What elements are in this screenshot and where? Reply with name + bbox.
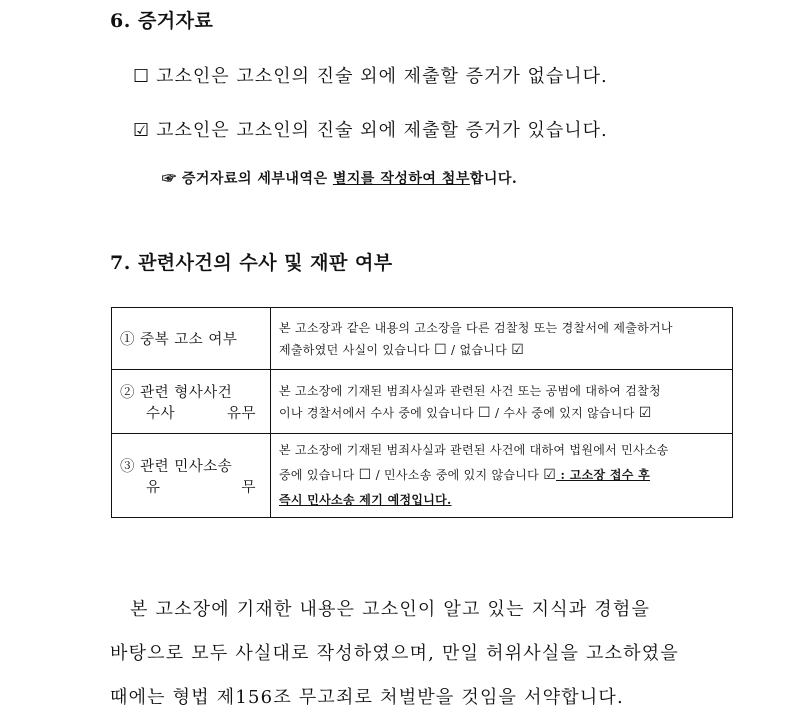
row2-label-b bbox=[120, 402, 270, 423]
unchecked-box-icon[interactable]: ☐ bbox=[358, 467, 372, 483]
checked-box-icon[interactable]: ☑ bbox=[133, 120, 151, 141]
declaration-line2: 바탕으로 모두 사실대로 작성하였으며, 만일 허위사실을 고소하였을 bbox=[110, 643, 679, 664]
row3-line2-a: 중에 있습니다 bbox=[279, 468, 359, 482]
row2-label-b1: 수사 bbox=[146, 405, 176, 422]
row1-line1: 본 고소장과 같은 내용의 고소장을 다른 검찰청 또는 경찰서에 제출하거나 bbox=[279, 320, 673, 335]
row3-note-b: 즉시 민사소송 제기 예정입니다. bbox=[279, 493, 452, 507]
table-row bbox=[112, 434, 733, 518]
row3-note-a: : 고소장 접수 후 bbox=[556, 468, 651, 482]
row1-label bbox=[112, 308, 271, 370]
row2-desc bbox=[271, 370, 733, 434]
row3-label bbox=[112, 434, 271, 518]
row2-label-b2: 유무 bbox=[226, 405, 256, 422]
row3-label-b2: 무 bbox=[241, 479, 256, 496]
row2-line1: 본 고소장에 기재된 범죄사실과 관련된 사건 또는 공범에 대하여 검찰청 bbox=[279, 383, 661, 398]
declaration-line1: 본 고소장에 기재한 내용은 고소인이 알고 있는 지식과 경험을 bbox=[130, 599, 651, 620]
evidence-option-exists[interactable] bbox=[133, 116, 608, 142]
row1-line2-b: / 없습니다 bbox=[446, 342, 512, 357]
evidence-option-none[interactable] bbox=[133, 62, 608, 88]
row3-line1: 본 고소장에 기재된 범죄사실과 관련된 사건에 대하여 법원에서 민사소송 bbox=[279, 443, 669, 457]
related-cases-table bbox=[111, 307, 733, 518]
section6-title: 6. 증거자료 bbox=[110, 10, 214, 32]
evidence-note bbox=[162, 168, 517, 188]
row2-label bbox=[112, 370, 271, 434]
row3-line2-b: / 민사소송 중에 있지 않습니다 bbox=[371, 468, 544, 482]
table-row bbox=[112, 308, 733, 370]
row3-label-b bbox=[120, 476, 270, 497]
row2-line2-a: 이나 경찰서에서 수사 중에 있습니다 bbox=[279, 405, 478, 420]
row1-line2-a: 제출하였던 사실이 있습니다 bbox=[279, 342, 435, 357]
row3-desc bbox=[271, 434, 733, 518]
unchecked-box-icon[interactable]: ☐ bbox=[133, 66, 151, 87]
unchecked-box-icon[interactable]: ☐ bbox=[434, 341, 447, 358]
row2-line2 bbox=[279, 402, 726, 424]
checked-box-icon[interactable]: ☑ bbox=[543, 467, 557, 483]
evidence-note-underlined: 별지를 작성하여 첨부 bbox=[332, 171, 470, 187]
evidence-note-suffix: 합니다. bbox=[469, 171, 518, 187]
row1-desc bbox=[271, 308, 733, 370]
row1-label-text: ① 중복 고소 여부 bbox=[120, 332, 238, 348]
checked-box-icon[interactable]: ☑ bbox=[511, 341, 525, 358]
unchecked-box-icon[interactable]: ☐ bbox=[477, 404, 491, 421]
evidence-note-prefix: 증거자료의 세부내역은 bbox=[181, 171, 333, 187]
row3-label-b1: 유 bbox=[146, 479, 161, 496]
checked-box-icon[interactable]: ☑ bbox=[638, 404, 652, 421]
table-row bbox=[112, 370, 733, 434]
row3-line2 bbox=[279, 463, 726, 488]
section7-title: 7. 관련사건의 수사 및 재판 여부 bbox=[110, 252, 393, 274]
declaration-line3: 때에는 형법 제156조 무고죄로 처벌받을 것임을 서약합니다. bbox=[110, 687, 624, 708]
row2-label-a: ② 관련 형사사건 bbox=[120, 384, 233, 401]
row3-label-a: ③ 관련 민사소송 bbox=[120, 458, 233, 475]
evidence-option-exists-text: 고소인은 고소인의 진술 외에 제출할 증거가 있습니다. bbox=[156, 120, 608, 141]
row1-line2 bbox=[279, 339, 726, 361]
row2-line2-b: / 수사 중에 있지 않습니다 bbox=[490, 405, 639, 420]
pointing-hand-icon: ☞ bbox=[162, 171, 177, 187]
evidence-option-none-text: 고소인은 고소인의 진술 외에 제출할 증거가 없습니다. bbox=[156, 66, 608, 87]
